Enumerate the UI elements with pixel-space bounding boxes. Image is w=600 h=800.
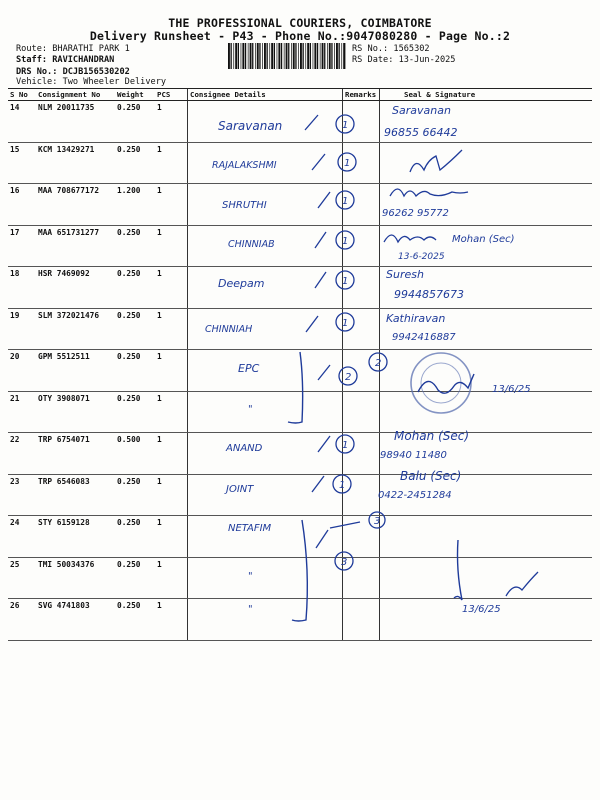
hw-name-24: NETAFIM [228, 523, 272, 534]
cell-consignment: OTY 3908071 [36, 391, 115, 433]
table-row [8, 516, 592, 558]
svg-text:0422-2451284: 0422-2451284 [378, 490, 452, 501]
hw-name-14: Saravanan [218, 119, 283, 133]
cell-remarks [343, 267, 380, 309]
hw-name-18: Deepam [218, 277, 265, 290]
drs-label: DRS No.: DCJB156530202 [16, 67, 130, 77]
cell-pcs: 1 [155, 516, 188, 558]
cell-sno: 23 [8, 474, 36, 516]
cell-signature [380, 474, 593, 516]
cell-consignment: SVG 4741803 [36, 599, 115, 641]
cell-consignee [188, 599, 343, 641]
col-sno: S No [8, 89, 36, 101]
cell-sno: 16 [8, 184, 36, 226]
cell-sno: 22 [8, 433, 36, 475]
hw-name-22: ANAND [226, 443, 263, 454]
cell-weight: 0.250 [115, 142, 155, 184]
svg-text:1: 1 [342, 196, 349, 207]
cell-signature [380, 599, 593, 641]
cell-pcs: 1 [155, 101, 188, 143]
vehicle-label: Vehicle: Two Wheeler Delivery [16, 77, 167, 87]
cell-consignment: TMI 50034376 [36, 557, 115, 599]
cell-remarks [343, 599, 380, 641]
cell-sno: 24 [8, 516, 36, 558]
svg-text:1: 1 [339, 480, 346, 491]
cell-consignment: KCM 13429271 [36, 142, 115, 184]
table-row [8, 101, 592, 143]
col-pcs: PCS [155, 89, 188, 101]
cell-consignment: MAA 708677172 [36, 184, 115, 226]
cell-consignment: TRP 6754071 [36, 433, 115, 475]
cell-consignment: STY 6159128 [36, 516, 115, 558]
table-row [8, 474, 592, 516]
cell-signature [380, 433, 593, 475]
hw-ditto-26: " [248, 604, 253, 615]
hw-ditto-25: " [248, 571, 253, 582]
cell-signature [380, 516, 593, 558]
cell-consignee [188, 267, 343, 309]
hw-sig-14: Saravanan [392, 104, 451, 117]
col-remarks: Remarks [343, 89, 380, 101]
rs-date-label: RS Date: 13-Jun-2025 [352, 55, 456, 65]
hw-sig-23: Balu (Sec) [400, 469, 462, 483]
cell-pcs: 1 [155, 474, 188, 516]
cell-consignee [188, 101, 343, 143]
cell-sno: 19 [8, 308, 36, 350]
route-label: Route: BHARATHI PARK 1 [16, 44, 130, 54]
rs-no-label: RS No.: 1565302 [352, 44, 430, 54]
cell-consignee [188, 308, 343, 350]
cell-pcs: 1 [155, 599, 188, 641]
svg-text:1: 1 [344, 158, 351, 169]
cell-signature [380, 391, 593, 433]
col-consignee: Consignee Details [188, 89, 343, 101]
cell-consignee [188, 350, 343, 392]
cell-weight: 0.250 [115, 267, 155, 309]
cell-remarks [343, 391, 380, 433]
cell-weight: 0.250 [115, 599, 155, 641]
hw-ditto-21: " [248, 404, 253, 415]
table-row [8, 391, 592, 433]
svg-text:Mohan (Sec): Mohan (Sec) [452, 234, 515, 245]
svg-text:9942416887: 9942416887 [392, 332, 456, 343]
table-row [8, 184, 592, 226]
cell-remarks [343, 350, 380, 392]
svg-text:13/6/25: 13/6/25 [492, 384, 531, 395]
cell-consignee [188, 142, 343, 184]
svg-text:96262 95772: 96262 95772 [382, 208, 449, 219]
table-row [8, 557, 592, 599]
cell-signature [380, 184, 593, 226]
cell-pcs: 1 [155, 308, 188, 350]
table-row [8, 267, 592, 309]
col-signature: Seal & Signature [380, 89, 593, 101]
cell-sno: 25 [8, 557, 36, 599]
cell-consignment: SLM 372021476 [36, 308, 115, 350]
hw-sig-18: Suresh [386, 268, 424, 281]
cell-pcs: 1 [155, 267, 188, 309]
cell-remarks [343, 101, 380, 143]
cell-remarks [343, 308, 380, 350]
cell-signature [380, 267, 593, 309]
cell-remarks [343, 557, 380, 599]
cell-weight: 0.250 [115, 350, 155, 392]
cell-consignee [188, 516, 343, 558]
cell-consignment: NLM 20011735 [36, 101, 115, 143]
svg-text:3: 3 [341, 557, 348, 568]
cell-pcs: 1 [155, 557, 188, 599]
cell-pcs: 1 [155, 142, 188, 184]
svg-text:1: 1 [342, 440, 349, 451]
table-row [8, 433, 592, 475]
cell-signature [380, 225, 593, 267]
cell-signature [380, 142, 593, 184]
hw-name-19: CHINNIAH [205, 324, 253, 335]
cell-consignee [188, 433, 343, 475]
cell-consignee [188, 391, 343, 433]
hw-name-23: JOINT [226, 484, 254, 495]
cell-sno: 21 [8, 391, 36, 433]
cell-pcs: 1 [155, 225, 188, 267]
cell-signature [380, 350, 593, 392]
cell-consignment: MAA 651731277 [36, 225, 115, 267]
cell-signature [380, 308, 593, 350]
cell-weight: 0.250 [115, 516, 155, 558]
table-row [8, 599, 592, 641]
cell-pcs: 1 [155, 184, 188, 226]
svg-text:98940 11480: 98940 11480 [380, 450, 447, 461]
cell-remarks [343, 142, 380, 184]
barcode [228, 43, 346, 69]
svg-text:3: 3 [374, 516, 381, 527]
svg-text:13/6/25: 13/6/25 [462, 604, 501, 615]
cell-consignment: GPM 5512511 [36, 350, 115, 392]
cell-consignment: HSR 7469092 [36, 267, 115, 309]
cell-sno: 14 [8, 101, 36, 143]
cell-weight: 1.200 [115, 184, 155, 226]
svg-text:13-6-2025: 13-6-2025 [398, 252, 445, 262]
cell-signature [380, 557, 593, 599]
svg-text:96855 66442: 96855 66442 [384, 126, 458, 139]
cell-weight: 0.250 [115, 391, 155, 433]
hw-sig-19: Kathiravan [386, 312, 446, 325]
cell-pcs: 1 [155, 350, 188, 392]
cell-remarks [343, 516, 380, 558]
hw-name-17: CHINNIAB [228, 239, 275, 250]
staff-label: Staff: RAVICHANDRAN [16, 55, 115, 65]
svg-text:1: 1 [342, 120, 349, 131]
company-title: THE PROFESSIONAL COURIERS, COIMBATORE [168, 16, 432, 30]
cell-consignee [188, 557, 343, 599]
cell-consignment: TRP 6546083 [36, 474, 115, 516]
cell-remarks [343, 225, 380, 267]
runsheet-title: Delivery Runsheet - P43 - Phone No.:9047080280 - Page No.:2 [89, 29, 511, 43]
cell-consignee [188, 474, 346, 516]
svg-text:1: 1 [342, 318, 349, 329]
cell-sno: 26 [8, 599, 36, 641]
cell-sno: 20 [8, 350, 36, 392]
svg-text:9944857673: 9944857673 [394, 288, 464, 301]
svg-text:1: 1 [342, 276, 349, 287]
cell-remarks [343, 474, 380, 516]
table-row [8, 308, 592, 350]
svg-text:1: 1 [342, 236, 349, 247]
cell-weight: 0.250 [115, 474, 155, 516]
table-header-row [8, 89, 592, 101]
table-row [8, 350, 592, 392]
cell-pcs: 1 [155, 391, 188, 433]
cell-weight: 0.500 [115, 433, 155, 475]
cell-sno: 18 [8, 267, 36, 309]
cell-remarks [343, 433, 380, 475]
cell-sno: 17 [8, 225, 36, 267]
svg-text:2: 2 [345, 372, 352, 383]
delivery-table [8, 88, 592, 641]
hw-name-15: RAJALAKSHMI [212, 160, 277, 171]
cell-remarks [343, 184, 380, 226]
col-consignment: Consignment No [36, 89, 115, 101]
table-row [8, 225, 592, 267]
cell-weight: 0.250 [115, 308, 155, 350]
hw-name-20: EPC [238, 362, 260, 375]
col-weight: Weight [115, 89, 155, 101]
cell-sno: 15 [8, 142, 36, 184]
table-row [8, 142, 592, 184]
cell-weight: 0.250 [115, 557, 155, 599]
hw-sig-22: Mohan (Sec) [394, 429, 470, 443]
cell-pcs: 1 [155, 433, 188, 475]
cell-weight: 0.250 [115, 101, 155, 143]
cell-consignee [188, 225, 343, 267]
hw-name-16: SHRUTHI [222, 200, 267, 211]
cell-signature [380, 101, 593, 143]
cell-weight: 0.250 [115, 225, 155, 267]
svg-text:2: 2 [375, 358, 382, 369]
cell-consignee [188, 184, 343, 226]
